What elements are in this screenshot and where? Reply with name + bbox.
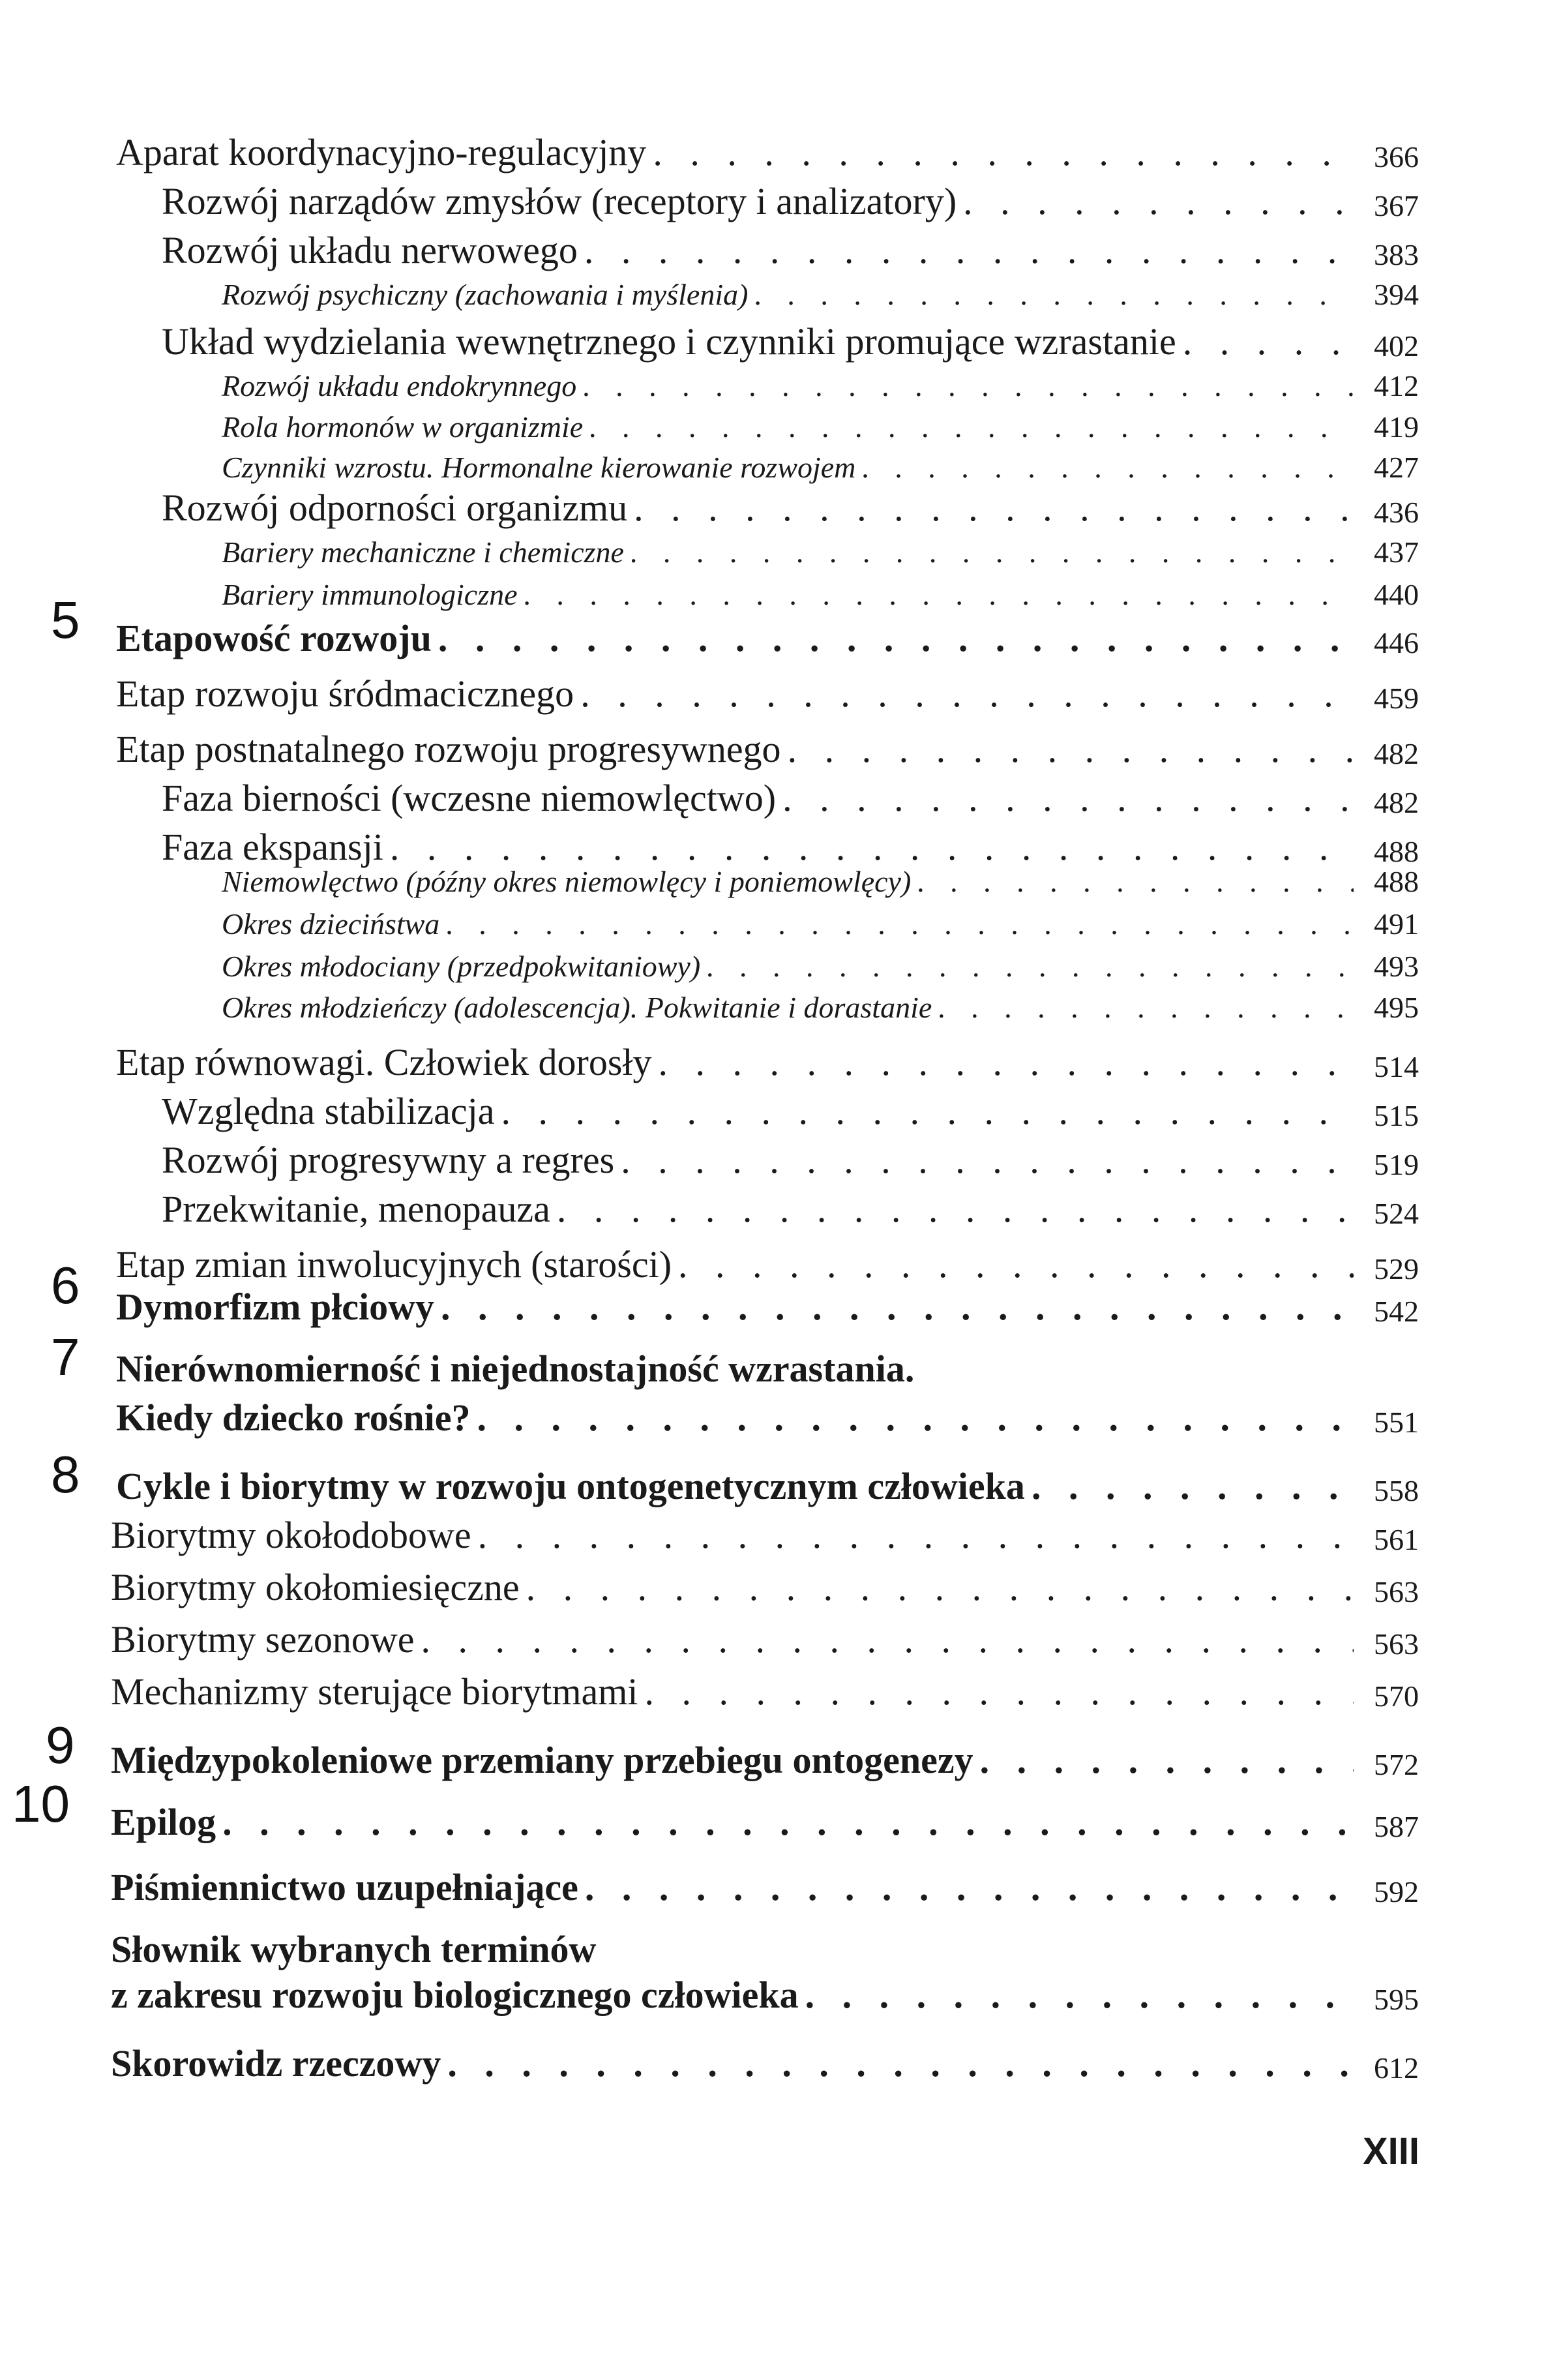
toc-entry-title: Cykle i biorytmy w rozwoju ontogenetycznym człowieka — [116, 1465, 1025, 1507]
toc-entry-page: 366 — [1374, 140, 1419, 173]
toc-chapter-entry — [116, 1285, 1419, 1329]
toc-entry-title: Rozwój odporności organizmu — [162, 487, 628, 529]
toc-entry-page: 440 — [1374, 578, 1419, 611]
toc-entry-page: 563 — [1374, 1575, 1419, 1608]
toc-entry — [116, 130, 1419, 174]
chapter-number: 9 — [46, 1716, 75, 1774]
toc-entry-page: 570 — [1374, 1680, 1419, 1713]
toc-entry-page: 367 — [1374, 189, 1419, 222]
toc-entry-page: 394 — [1374, 278, 1419, 311]
toc-entry-page: 437 — [1374, 535, 1419, 569]
toc-entry-page: 558 — [1374, 1474, 1419, 1507]
toc-entry-page: 482 — [1374, 737, 1419, 770]
toc-entry-page: 595 — [1374, 1983, 1419, 2016]
toc-entry-title: Epilog — [111, 1801, 216, 1843]
toc-entry-title: Biorytmy sezonowe — [111, 1618, 415, 1661]
toc-entry-title: Niemowlęctwo (późny okres niemowlęcy i poniemowlęcy) — [222, 865, 912, 898]
toc-entry-page: 419 — [1374, 410, 1419, 444]
toc-entry-page: 563 — [1374, 1627, 1419, 1661]
toc-entry-title: Bariery mechaniczne i chemiczne — [222, 535, 624, 569]
toc-entry-title: Rozwój narządów zmysłów (receptory i analizatory) — [162, 180, 957, 222]
toc-entry-title: Aparat koordynacyjno-regulacyjny — [116, 131, 647, 173]
toc-entry-title: z zakresu rozwoju biologicznego człowieka — [111, 1974, 799, 2016]
toc-entry — [222, 990, 1419, 1025]
toc-chapter-entry — [111, 2041, 1419, 2085]
toc-entry-title: Układ wydzielania wewnętrznego i czynniki promujące wzrastanie — [162, 320, 1176, 363]
toc-entry — [222, 277, 1419, 312]
toc-entry-title: Okres młodociany (przedpokwitaniowy) — [222, 950, 701, 983]
toc-entry-page: 561 — [1374, 1523, 1419, 1556]
toc-chapter-entry — [116, 616, 1419, 660]
toc-chapter-entry — [116, 1464, 1419, 1508]
toc-entry-title: Rola hormonów w organizmie — [222, 410, 584, 444]
toc-entry-page: 495 — [1374, 991, 1419, 1024]
toc-chapter-entry — [111, 1800, 1419, 1844]
toc-entry-page: 572 — [1374, 1748, 1419, 1781]
toc-entry-page: 482 — [1374, 786, 1419, 819]
toc-entry-title: Okres dzieciństwa — [222, 907, 440, 941]
toc-entry — [222, 907, 1419, 941]
toc-entry-title: Etap zmian inwolucyjnych (starości) — [116, 1243, 672, 1286]
toc-entry — [116, 727, 1419, 771]
toc-entry-title: Etap postnatalnego rozwoju progresywnego — [116, 728, 781, 770]
toc-entry-title: Dymorfizm płciowy — [116, 1286, 435, 1328]
toc-entry-page: 488 — [1374, 865, 1419, 898]
toc-chapter-entry — [111, 1865, 1419, 1909]
toc-entry — [116, 672, 1419, 716]
toc-entry — [222, 577, 1419, 612]
toc-entry-title: Piśmiennictwo uzupełniające — [111, 1866, 578, 1908]
toc-entry — [162, 179, 1419, 223]
toc-entry — [162, 1187, 1419, 1231]
toc-entry — [162, 825, 1419, 869]
toc-entry-page: 436 — [1374, 496, 1419, 529]
toc-entry-title: Etap rozwoju śródmacicznego — [116, 672, 574, 715]
toc-entry — [222, 369, 1419, 403]
toc-entry-page: 412 — [1374, 369, 1419, 402]
toc-entry-page: 551 — [1374, 1406, 1419, 1439]
toc-entry-title: Biorytmy okołomiesięczne — [111, 1566, 520, 1608]
toc-entry-title: Etapowość rozwoju — [116, 617, 432, 659]
toc-entry-title: Okres młodzieńczy (adolescencja). Pokwitanie i dorastanie — [222, 991, 932, 1024]
toc-entry-page: 587 — [1374, 1810, 1419, 1843]
toc-entry-page: 514 — [1374, 1050, 1419, 1083]
toc-entry-page: 427 — [1374, 451, 1419, 484]
toc-entry — [222, 949, 1419, 984]
toc-entry-page: 524 — [1374, 1197, 1419, 1230]
toc-entry-page: 488 — [1374, 835, 1419, 868]
chapter-number: 7 — [51, 1328, 80, 1386]
toc-entry-title: Faza ekspansji — [162, 826, 383, 868]
toc-entry-title: Bariery immunologiczne — [222, 578, 518, 611]
toc-entry-page: 519 — [1374, 1148, 1419, 1181]
toc-chapter-entry — [116, 1396, 1419, 1439]
toc-entry-title: Biorytmy okołodobowe — [111, 1514, 471, 1556]
toc-entry-page: 612 — [1374, 2051, 1419, 2085]
toc-entry-page: 493 — [1374, 950, 1419, 983]
toc-entry-title-line: Słownik wybranych terminów — [111, 1928, 597, 1970]
toc-entry — [111, 1618, 1419, 1661]
toc-entry — [222, 450, 1419, 485]
chapter-number: 10 — [12, 1775, 70, 1833]
toc-entry — [162, 486, 1419, 530]
toc-entry — [111, 1513, 1419, 1557]
toc-entry-page: 542 — [1374, 1295, 1419, 1328]
toc-entry — [222, 535, 1419, 569]
toc-entry — [162, 776, 1419, 820]
toc-entry-page: 459 — [1374, 682, 1419, 715]
toc-entry-page: 515 — [1374, 1099, 1419, 1132]
toc-entry-title: Przekwitanie, menopauza — [162, 1188, 550, 1230]
toc-entry-title: Rozwój układu endokrynnego — [222, 369, 577, 402]
toc-entry-title: Faza bierności (wczesne niemowlęctwo) — [162, 777, 777, 819]
toc-entry — [162, 320, 1419, 363]
toc-entry — [222, 864, 1419, 899]
chapter-number: 5 — [51, 591, 80, 649]
toc-entry — [111, 1565, 1419, 1609]
toc-entry — [162, 1089, 1419, 1133]
toc-entry-title: Kiedy dziecko rośnie? — [116, 1396, 471, 1439]
toc-entry-title: Skorowidz rzeczowy — [111, 2042, 441, 2085]
toc-entry-title: Międzypokoleniowe przemiany przebiegu ontogenezy — [111, 1739, 973, 1781]
toc-entry-title: Etap równowagi. Człowiek dorosły — [116, 1041, 652, 1083]
toc-entry-page: 402 — [1374, 329, 1419, 363]
toc-entry — [162, 1138, 1419, 1182]
toc-entry-page: 529 — [1374, 1252, 1419, 1286]
toc-entry — [116, 1243, 1419, 1286]
toc-entry-title: Mechanizmy sterujące biorytmami — [111, 1670, 638, 1713]
toc-entry-title-line: Nierównomierność i niejednostajność wzrastania. — [116, 1348, 915, 1390]
toc-entry-title: Rozwój progresywny a regres — [162, 1139, 615, 1181]
toc-entry-title: Względna stabilizacja — [162, 1090, 495, 1132]
toc-entry-page: 592 — [1374, 1875, 1419, 1908]
toc-entry — [116, 1040, 1419, 1084]
page-number: XIII — [1363, 2130, 1420, 2173]
toc-entry — [111, 1670, 1419, 1713]
toc-entry-page: 491 — [1374, 907, 1419, 941]
toc-entry — [162, 228, 1419, 272]
toc-entry-page: 446 — [1374, 626, 1419, 659]
chapter-number: 6 — [51, 1256, 80, 1314]
toc-entry-title: Rozwój psychiczny (zachowania i myślenia) — [222, 278, 749, 311]
toc-entry — [222, 410, 1419, 444]
toc-chapter-entry — [111, 1738, 1419, 1782]
toc-entry-page: 383 — [1374, 238, 1419, 271]
chapter-number: 8 — [51, 1445, 80, 1503]
toc-entry-title: Rozwój układu nerwowego — [162, 229, 578, 271]
toc-chapter-entry — [111, 1973, 1419, 2017]
toc-entry-title: Czynniki wzrostu. Hormonalne kierowanie rozwojem — [222, 451, 856, 484]
